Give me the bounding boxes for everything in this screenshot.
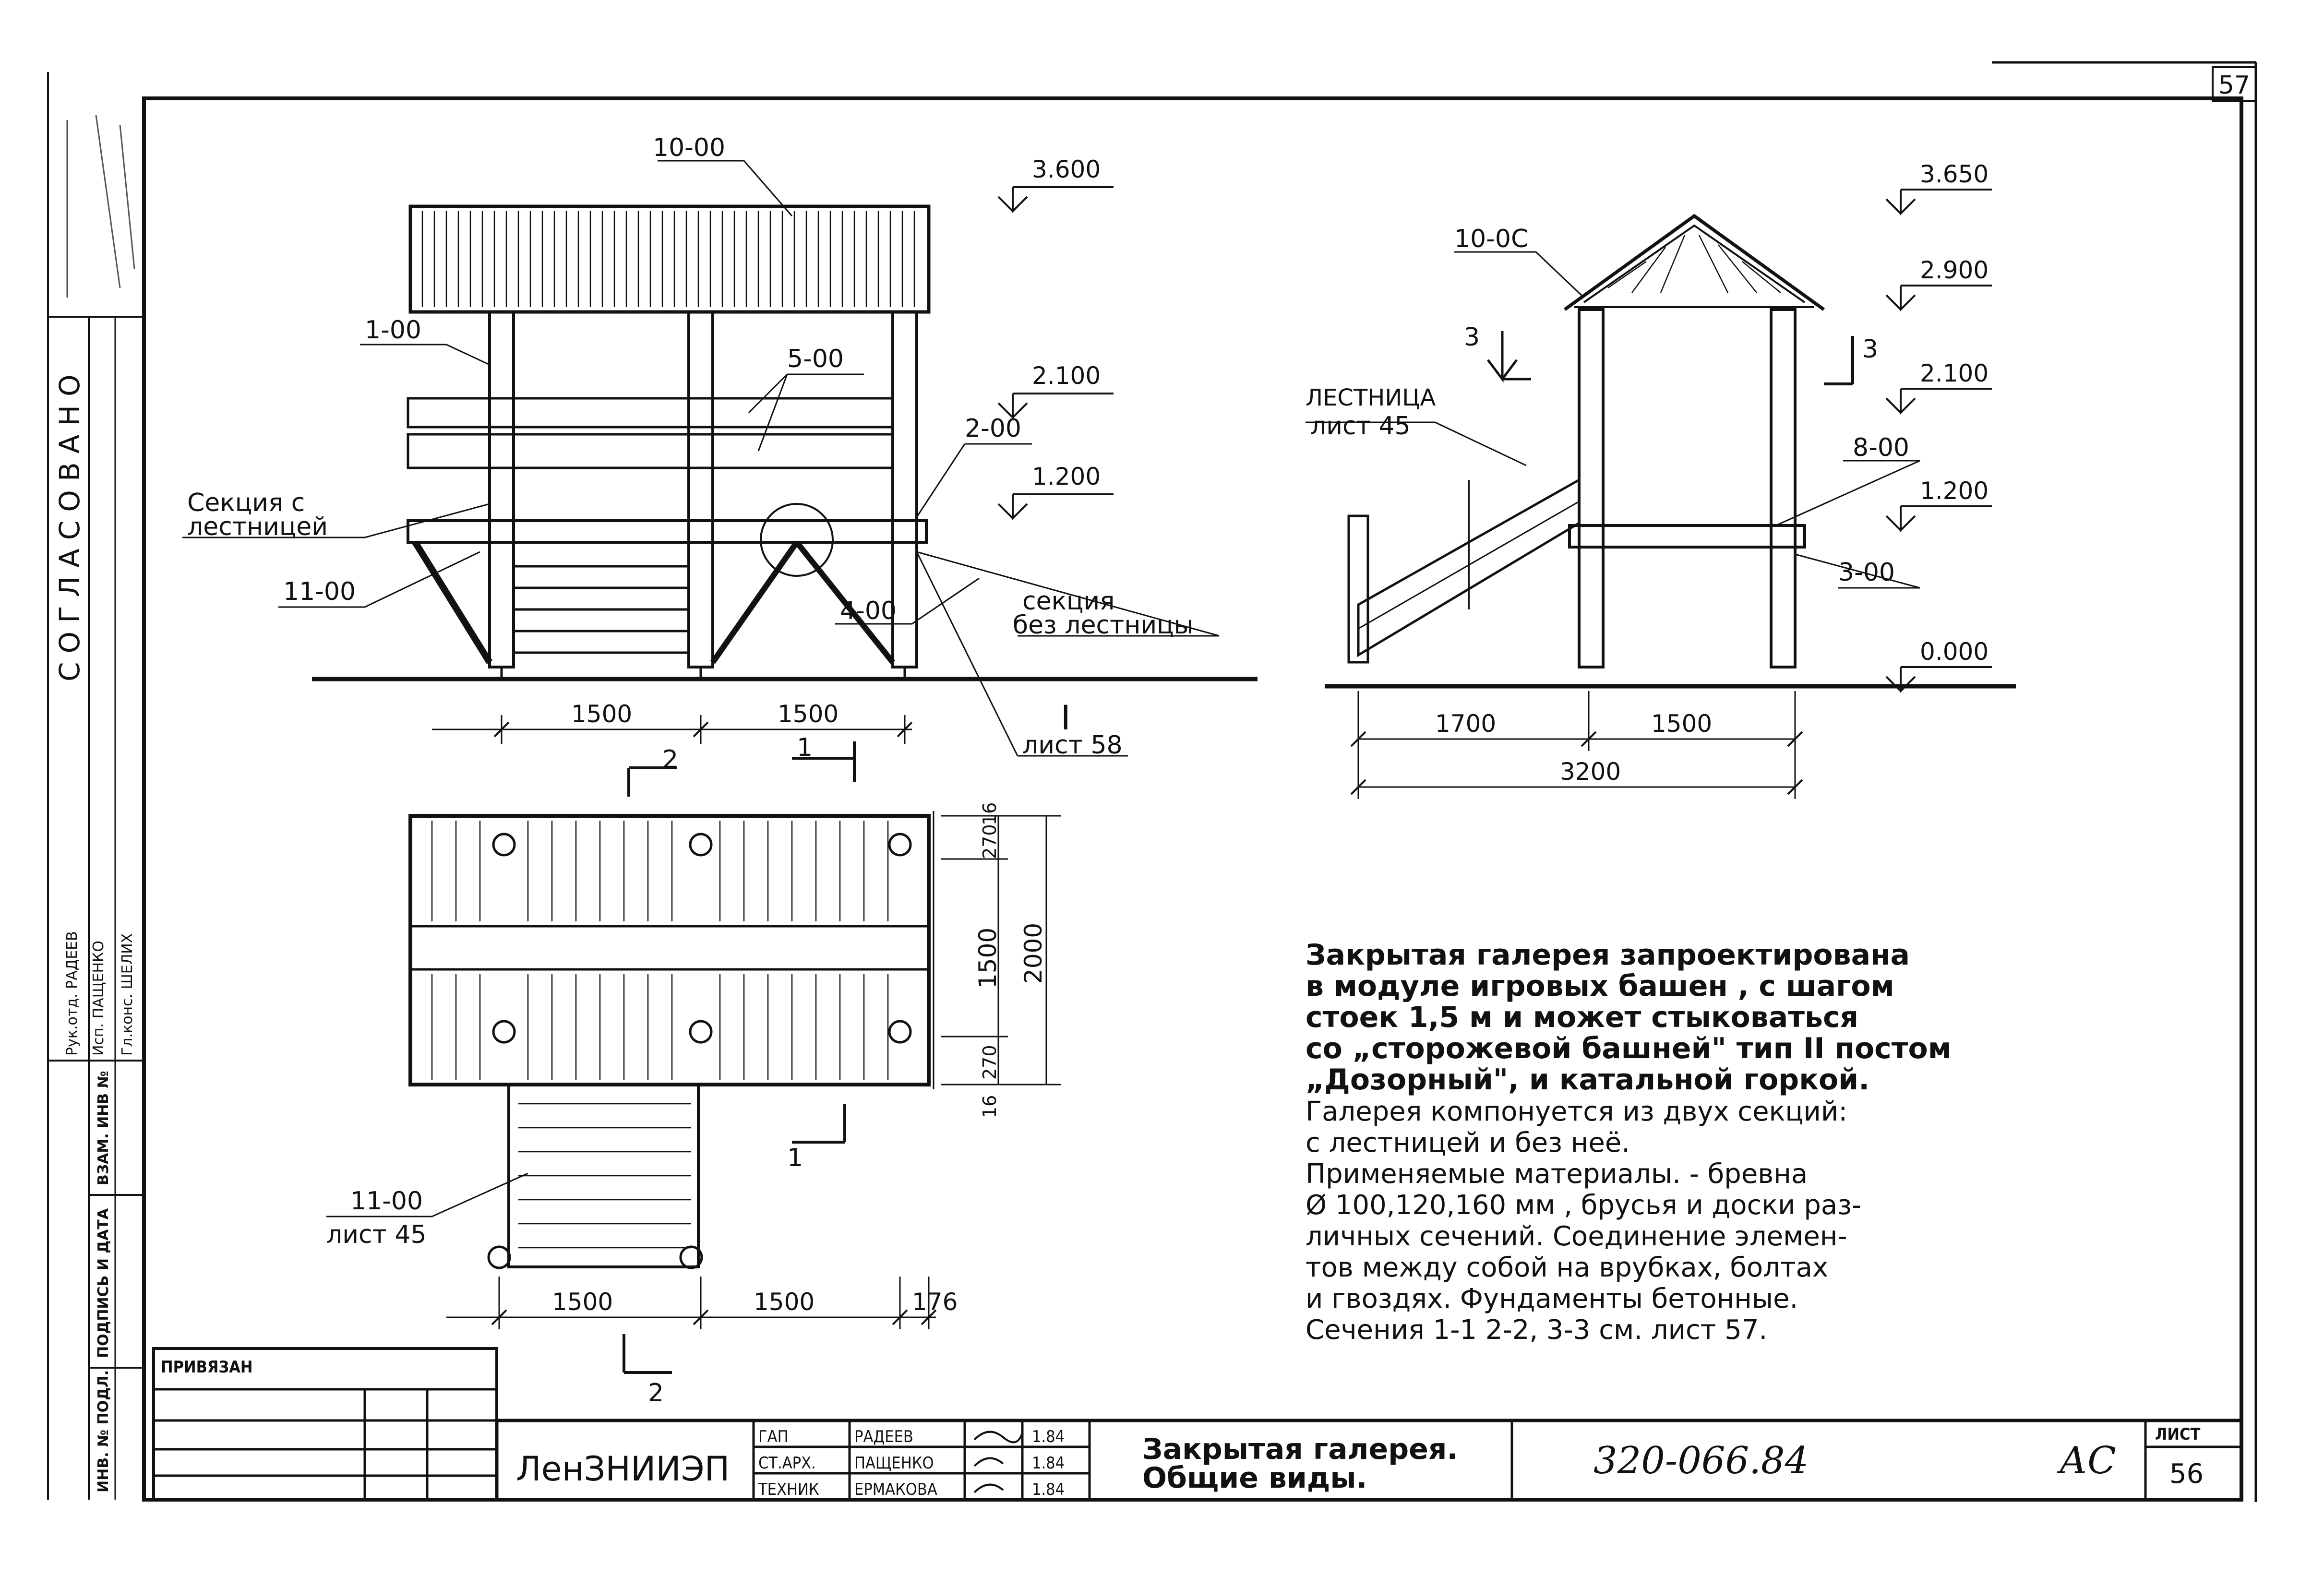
sheet-number: 56 — [2169, 1458, 2204, 1490]
privyazan-label: ПРИВЯЗАН — [161, 1358, 253, 1377]
label-side-rail: 8-00 — [1853, 433, 1910, 462]
inv-label: ИНВ. № ПОДЛ. — [95, 1370, 112, 1492]
dim-1500-side: 1500 — [1651, 710, 1713, 738]
dim-1500-plan-b: 1500 — [754, 1288, 815, 1316]
label-brace: 11-00 — [283, 577, 356, 606]
role-1: ГАП — [758, 1427, 789, 1446]
label-side-post: 3-00 — [1838, 558, 1895, 587]
label-x-brace: 4-00 — [840, 597, 897, 625]
name-3: ЕРМАКОВА — [854, 1480, 937, 1499]
role-3: ТЕХНИК — [758, 1480, 819, 1499]
dim-1500-a: 1500 — [571, 700, 633, 728]
dim-1500-plan: 1500 — [974, 927, 1002, 989]
stamp-row-1: Рук.отд. РАДЕЕВ — [64, 931, 81, 1056]
name-2: ПАЩЕНКО — [854, 1454, 934, 1473]
cut-1-top: 1 — [797, 733, 813, 762]
side-view — [1306, 190, 2016, 799]
date-2: 1.84 — [1032, 1454, 1065, 1473]
label-beam: 2-00 — [965, 414, 1022, 443]
dim-1500-b: 1500 — [778, 700, 839, 728]
label-roof: 10-00 — [653, 133, 726, 162]
cut-3-right: 3 — [1862, 335, 1879, 364]
cut-2-bottom: 2 — [648, 1379, 664, 1408]
role-2: СТ.АРХ. — [758, 1454, 816, 1473]
drawing-stage: АС — [2059, 1439, 2116, 1482]
title-block-text — [161, 1358, 2204, 1499]
label-plan-stair-ref: лист 45 — [326, 1220, 427, 1249]
label-section-with-stairs-1: Секция с — [187, 489, 305, 517]
label-section-with-stairs-2: лестницей — [187, 513, 328, 541]
dim-2000: 2000 — [1019, 922, 1047, 984]
cut-1-bottom: 1 — [787, 1144, 803, 1172]
note-line-10: личных сечений. Соединение элемен- — [1306, 1221, 1847, 1252]
podpis-label: ПОДПИСЬ И ДАТА — [95, 1208, 112, 1358]
signatures — [974, 1432, 1022, 1492]
label-stair-2: лист 45 — [1310, 412, 1411, 441]
elevation-1200: 1.200 — [1032, 463, 1101, 490]
detail-ref: лист 58 — [1022, 731, 1123, 760]
note-line-12: и гвоздях. Фундаменты бетонные. — [1306, 1283, 1798, 1314]
dim-270-top: 270 — [979, 824, 1000, 859]
name-1: РАДЕЕВ — [854, 1427, 913, 1446]
date-1: 1.84 — [1032, 1427, 1065, 1446]
label-rails: 5-00 — [787, 345, 844, 373]
elevation-2100-side: 2.100 — [1920, 359, 1989, 387]
note-line-1: Закрытая галерея запроектирована — [1306, 938, 1910, 972]
drawing-code: 320-066.84 — [1593, 1439, 1809, 1482]
dim-1500-plan-a: 1500 — [552, 1288, 613, 1316]
sheet-top-number: 57 — [2218, 71, 2251, 100]
elevation-1200-side: 1.200 — [1920, 477, 1989, 505]
general-notes — [1306, 938, 1952, 1346]
note-line-3: стоек 1,5 м и может стыковаться — [1306, 1001, 1859, 1034]
dim-16-top: 16 — [979, 802, 1000, 825]
dim-270-bottom: 270 — [979, 1045, 1000, 1080]
label-post: 1-00 — [365, 316, 422, 345]
note-line-2: в модуле игровых башен , с шагом — [1306, 969, 1894, 1003]
dim-1700: 1700 — [1435, 710, 1497, 738]
note-line-11: тов между собой на врубках, болтах — [1306, 1252, 1829, 1283]
stamp-row-2: Исп. ПАЩЕНКО — [90, 941, 107, 1056]
elevation-2100: 2.100 — [1032, 362, 1101, 390]
side-stamp — [53, 115, 136, 1492]
stamp-row-3: Гл.конс. ШЕЛИХ — [119, 933, 136, 1056]
cut-2-top: 2 — [662, 745, 679, 774]
elevation-0000: 0.000 — [1920, 638, 1989, 666]
note-line-7: с лестницей и без неё. — [1306, 1127, 1630, 1158]
note-line-6: Галерея компонуется из двух секций: — [1306, 1096, 1848, 1127]
elevation-3600: 3.600 — [1032, 155, 1101, 183]
elevation-3650: 3.650 — [1920, 160, 1989, 188]
date-3: 1.84 — [1032, 1480, 1065, 1499]
note-line-5: „Дозорный", и катальной горкой. — [1306, 1063, 1870, 1097]
dim-16-bottom: 16 — [979, 1095, 1000, 1118]
sheet-title-2: Общие виды. — [1142, 1461, 1367, 1495]
dim-3200: 3200 — [1560, 758, 1621, 786]
note-line-4: со „сторожевой башней" тип II постом — [1306, 1032, 1952, 1065]
label-side-roof: 10-0С — [1454, 225, 1529, 253]
note-line-8: Применяемые материалы. - бревна — [1306, 1158, 1808, 1190]
label-stair-1: ЛЕСТНИЦА — [1306, 384, 1436, 411]
label-section-without-stairs-2: без лестницы — [1013, 611, 1194, 640]
dim-176: 176 — [912, 1288, 958, 1316]
side-view-labels — [1306, 160, 1989, 786]
soglasovano-label: СОГЛАСОВАНО — [53, 366, 86, 681]
note-line-9: Ø 100,120,160 мм , брусья и доски раз- — [1306, 1190, 1862, 1221]
sheet-label: ЛИСТ — [2155, 1425, 2201, 1444]
detail-mark: I — [1061, 698, 1071, 738]
elevation-2900: 2.900 — [1920, 256, 1989, 284]
cut-3-left: 3 — [1464, 323, 1480, 352]
vzam-label: ВЗАМ. ИНВ № — [95, 1071, 112, 1185]
label-plan-stair: 11-00 — [350, 1187, 423, 1216]
sheet-title-1: Закрытая галерея. — [1142, 1432, 1458, 1466]
org-name: ЛенЗНИИЭП — [516, 1449, 730, 1489]
label-section-without-stairs-1: секция — [1022, 587, 1115, 616]
note-line-13: Сечения 1-1 2-2, 3-3 см. лист 57. — [1306, 1314, 1768, 1346]
